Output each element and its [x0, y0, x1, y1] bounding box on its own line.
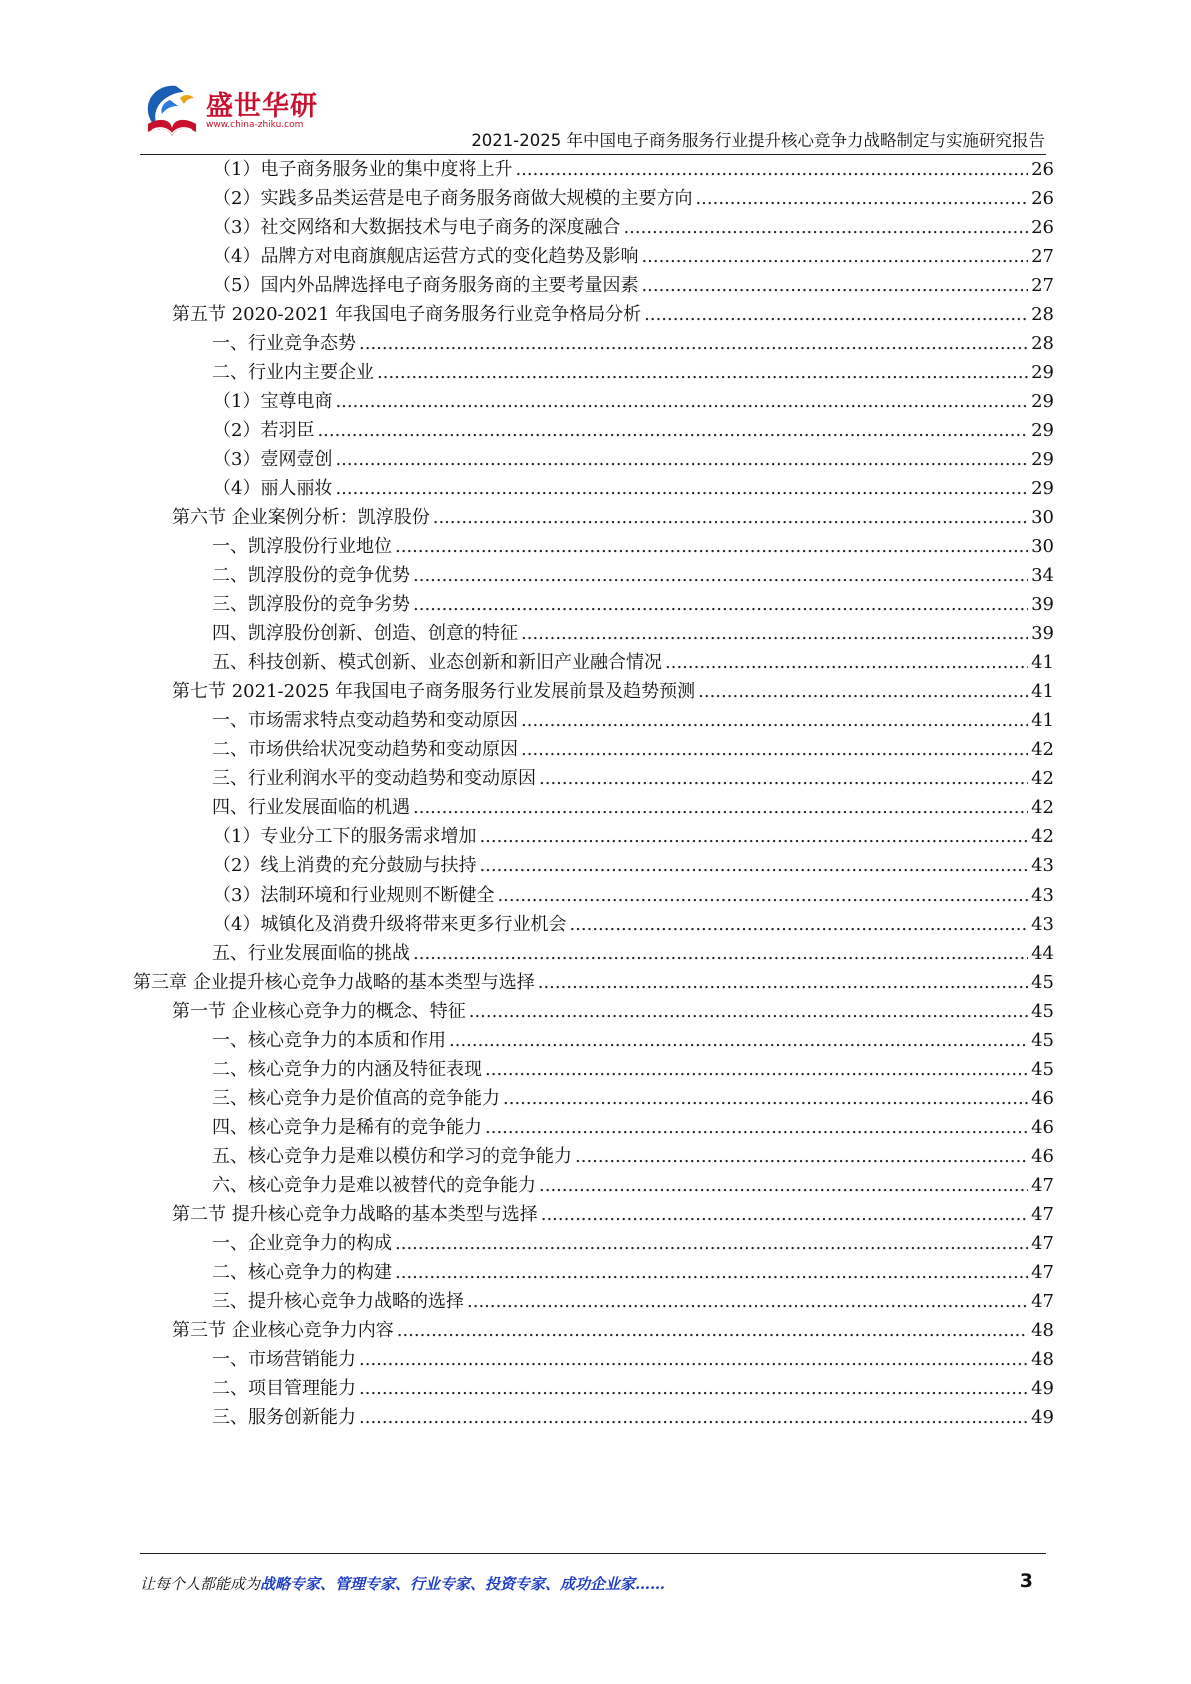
toc-entry-page: 45: [1031, 1058, 1054, 1080]
toc-dot-leader: [413, 565, 1028, 587]
toc-entry-page: 29: [1031, 362, 1054, 384]
logo-mark-icon: [140, 80, 204, 144]
toc-entry[interactable]: [213, 440, 1054, 471]
toc-entry-label: 一、企业竞争力的构成: [212, 1232, 392, 1254]
toc-entry-page: 45: [1031, 971, 1054, 993]
toc-entry[interactable]: [212, 527, 1054, 558]
brand-name: 盛世华研: [206, 91, 318, 122]
toc-entry-page: 27: [1031, 246, 1054, 268]
toc-dot-leader: [641, 246, 1028, 268]
footer-slogan-lead: 让每个人都能成为: [140, 1575, 261, 1593]
toc-entry[interactable]: [212, 1137, 1054, 1168]
toc-entry-label: 第七节 2021-2025 年我国电子商务服务行业发展前景及趋势预测: [172, 681, 696, 703]
toc-entry[interactable]: [213, 179, 1054, 210]
toc-entry-label: （4）城镇化及消费升级将带来更多行业机会: [213, 913, 567, 935]
toc-entry-label: 二、核心竞争力的构建: [212, 1261, 392, 1283]
toc-entry-page: 46: [1031, 1145, 1054, 1167]
toc-entry[interactable]: [172, 1195, 1054, 1226]
toc-entry-page: 29: [1031, 449, 1054, 471]
toc-entry-label: 五、核心竞争力是难以模仿和学习的竞争能力: [212, 1145, 572, 1167]
toc-dot-leader: [479, 855, 1028, 877]
toc-entry-page: 46: [1031, 1087, 1054, 1109]
toc-dot-leader: [539, 1175, 1028, 1197]
toc-dot-leader: [449, 1030, 1028, 1052]
toc-entry[interactable]: [213, 876, 1054, 907]
toc-entry-label: （3）法制环境和行业规则不断健全: [213, 884, 495, 906]
toc-entry-page: 43: [1031, 913, 1054, 935]
toc-entry-label: 三、行业利润水平的变动趋势和变动原因: [212, 768, 536, 790]
toc-dot-leader: [623, 217, 1028, 239]
toc-entry-label: （3）社交网络和大数据技术与电子商务的深度融合: [213, 217, 621, 239]
toc-dot-leader: [317, 420, 1028, 442]
toc-entry-label: 二、项目管理能力: [212, 1377, 356, 1399]
toc-entry-page: 45: [1031, 1029, 1054, 1051]
toc-entry-label: 一、凯淳股份行业地位: [212, 536, 392, 558]
toc-entry-label: （2）实践多品类运营是电子商务服务商做大规模的主要方向: [213, 188, 693, 210]
toc-entry[interactable]: [212, 1108, 1054, 1139]
toc-entry[interactable]: [212, 1253, 1054, 1284]
toc-dot-leader: [467, 1291, 1028, 1313]
toc-dot-leader: [698, 681, 1028, 703]
toc-dot-leader: [397, 1320, 1028, 1342]
toc-entry-page: 43: [1031, 855, 1054, 877]
toc-entry-page: 47: [1031, 1203, 1054, 1225]
toc-dot-leader: [485, 1059, 1028, 1081]
toc-entry-page: 39: [1031, 623, 1054, 645]
toc-entry[interactable]: [212, 1282, 1054, 1313]
toc-entry-label: 一、市场营销能力: [212, 1348, 356, 1370]
toc-entry[interactable]: [172, 992, 1054, 1023]
toc-dot-leader: [569, 914, 1028, 936]
toc-entry[interactable]: [212, 1340, 1054, 1371]
toc-dot-leader: [377, 362, 1028, 384]
toc-entry-label: 五、科技创新、模式创新、业态创新和新旧产业融合情况: [212, 652, 662, 674]
toc-entry-page: 45: [1031, 1000, 1054, 1022]
toc-entry-label: 四、行业发展面临的机遇: [212, 797, 410, 819]
toc-entry-page: 34: [1031, 565, 1054, 587]
toc-entry-label: （1）专业分工下的服务需求增加: [213, 826, 477, 848]
toc-entry-label: 第三章 企业提升核心竞争力战略的基本类型与选择: [133, 971, 535, 993]
toc-dot-leader: [413, 943, 1028, 965]
toc-dot-leader: [575, 1146, 1028, 1168]
toc-entry-page: 41: [1031, 652, 1054, 674]
toc-entry-page: 42: [1031, 768, 1054, 790]
toc-entry[interactable]: [213, 905, 1054, 936]
toc-entry-label: （4）品牌方对电商旗舰店运营方式的变化趋势及影响: [213, 246, 639, 268]
toc-dot-leader: [539, 768, 1028, 790]
toc-entry-label: 三、服务创新能力: [212, 1406, 356, 1428]
toc-dot-leader: [485, 1117, 1028, 1139]
toc-entry-label: 一、市场需求特点变动趋势和变动原因: [212, 710, 518, 732]
toc-entry[interactable]: [213, 237, 1054, 268]
toc-entry-page: 42: [1031, 797, 1054, 819]
toc-entry-label: （2）线上消费的充分鼓励与扶持: [213, 855, 477, 877]
toc-dot-leader: [641, 275, 1028, 297]
toc-entry[interactable]: [212, 934, 1054, 965]
toc-entry[interactable]: [213, 411, 1054, 442]
toc-entry-label: 三、凯淳股份的竞争劣势: [212, 594, 410, 616]
toc-entry-page: 46: [1031, 1116, 1054, 1138]
toc-entry[interactable]: [212, 1166, 1054, 1197]
toc-entry[interactable]: [212, 730, 1054, 761]
toc-entry-page: 26: [1031, 159, 1054, 180]
toc-entry[interactable]: [213, 817, 1054, 848]
toc-dot-leader: [359, 1349, 1028, 1371]
toc-dot-leader: [395, 1262, 1028, 1284]
toc-entry[interactable]: [212, 614, 1054, 645]
toc-entry[interactable]: [213, 208, 1054, 239]
toc-entry-label: 四、凯淳股份创新、创造、创意的特征: [212, 623, 518, 645]
toc-entry-label: 三、核心竞争力是价值高的竞争能力: [212, 1087, 500, 1109]
toc-entry-label: 三、提升核心竞争力战略的选择: [212, 1290, 464, 1312]
toc-entry-page: 28: [1031, 333, 1054, 355]
toc-entry-page: 29: [1031, 478, 1054, 500]
toc-dot-leader: [413, 797, 1028, 819]
toc-dot-leader: [521, 623, 1028, 645]
toc-entry-page: 49: [1031, 1406, 1054, 1428]
toc-entry-page: 41: [1031, 681, 1054, 703]
toc-dot-leader: [395, 536, 1028, 558]
toc-entry-label: 第五节 2020-2021 年我国电子商务服务行业竞争格局分析: [172, 304, 642, 326]
toc-entry[interactable]: [212, 324, 1054, 355]
page-number: 3: [1019, 1570, 1033, 1592]
toc-entry-page: 29: [1031, 420, 1054, 442]
toc-entry[interactable]: [212, 701, 1054, 732]
toc-entry[interactable]: [172, 672, 1054, 703]
toc-entry[interactable]: [213, 266, 1054, 297]
toc-dot-leader: [538, 972, 1028, 994]
toc-entry[interactable]: [212, 643, 1054, 674]
toc-dot-leader: [503, 1088, 1028, 1110]
toc-entry-label: 二、核心竞争力的内涵及特征表现: [212, 1058, 482, 1080]
toc-entry[interactable]: [172, 295, 1054, 326]
toc-dot-leader: [665, 652, 1028, 674]
toc-entry[interactable]: [213, 382, 1054, 413]
toc-entry-label: （5）国内外品牌选择电子商务服务商的主要考量因素: [213, 275, 639, 297]
toc-entry[interactable]: [212, 1369, 1054, 1400]
footer-slogan-roles: 战略专家、管理专家、行业专家、投资专家、成功企业家……: [260, 1575, 666, 1593]
toc-dot-leader: [695, 188, 1028, 210]
toc-entry[interactable]: [213, 150, 1054, 181]
toc-entry-page: 47: [1031, 1290, 1054, 1312]
toc-entry-label: （1）宝尊电商: [213, 391, 333, 413]
toc-entry-page: 30: [1031, 536, 1054, 558]
toc-dot-leader: [359, 1407, 1028, 1429]
page-header: [0, 0, 1191, 160]
toc-entry-page: 47: [1031, 1232, 1054, 1254]
toc-entry-page: 44: [1031, 942, 1054, 964]
toc-entry-page: 49: [1031, 1377, 1054, 1399]
toc-dot-leader: [521, 739, 1028, 761]
footer-slogan: [140, 1573, 665, 1594]
toc-dot-leader: [335, 449, 1028, 471]
toc-entry[interactable]: [212, 759, 1054, 790]
toc-dot-leader: [515, 159, 1028, 181]
toc-entry[interactable]: [212, 1050, 1054, 1081]
toc-entry-page: 39: [1031, 594, 1054, 616]
toc-dot-leader: [395, 1233, 1028, 1255]
toc-entry-label: 四、核心竞争力是稀有的竞争能力: [212, 1116, 482, 1138]
toc-entry-page: 28: [1031, 304, 1054, 326]
toc-dot-leader: [413, 594, 1028, 616]
toc-entry-label: 第六节 企业案例分析：凯淳股份: [172, 507, 430, 529]
toc-dot-leader: [497, 885, 1028, 907]
brand-url: www.china-zhiku.com: [206, 120, 304, 130]
toc-entry[interactable]: [213, 469, 1054, 500]
toc-entry-page: 30: [1031, 507, 1054, 529]
toc-dot-leader: [541, 1204, 1028, 1226]
toc-entry-page: 48: [1031, 1319, 1054, 1341]
toc-entry-page: 42: [1031, 826, 1054, 848]
toc-entry-label: 一、核心竞争力的本质和作用: [212, 1029, 446, 1051]
toc-entry[interactable]: [213, 846, 1054, 877]
toc-entry-label: 第三节 企业核心竞争力内容: [172, 1319, 394, 1341]
toc-entry[interactable]: [212, 1021, 1054, 1052]
footer-divider: [140, 1553, 1046, 1554]
toc-entry[interactable]: [172, 1311, 1054, 1342]
toc-dot-leader: [469, 1001, 1028, 1023]
toc-entry-label: （4）丽人丽妆: [213, 478, 333, 500]
toc-entry-page: 48: [1031, 1348, 1054, 1370]
toc-entry-label: 第二节 提升核心竞争力战略的基本类型与选择: [172, 1203, 538, 1225]
toc-entry[interactable]: [212, 585, 1054, 616]
toc-entry-label: （2）若羽臣: [213, 420, 315, 442]
toc-entry-page: 41: [1031, 710, 1054, 732]
company-logo: [140, 80, 318, 148]
report-title: 2021-2025 年中国电子商务服务行业提升核心竞争力战略制定与实施研究报告: [471, 131, 1045, 150]
toc-entry-page: 43: [1031, 884, 1054, 906]
toc-entry-label: 六、核心竞争力是难以被替代的竞争能力: [212, 1174, 536, 1196]
toc-dot-leader: [359, 1378, 1028, 1400]
toc-entry[interactable]: [212, 1224, 1054, 1255]
toc-entry-page: 26: [1031, 188, 1054, 210]
toc-entry-page: 47: [1031, 1261, 1054, 1283]
toc-entry-page: 47: [1031, 1174, 1054, 1196]
toc-entry-page: 42: [1031, 739, 1054, 761]
toc-entry-label: 一、行业竞争态势: [212, 333, 356, 355]
toc-entry-label: 二、凯淳股份的竞争优势: [212, 565, 410, 587]
toc-entry[interactable]: [212, 556, 1054, 587]
toc-entry-page: 27: [1031, 275, 1054, 297]
toc-entry[interactable]: [212, 1079, 1054, 1110]
toc-entry-label: （1）电子商务服务业的集中度将上升: [213, 159, 513, 180]
toc-entry[interactable]: [172, 498, 1054, 529]
toc-entry-label: 二、市场供给状况变动趋势和变动原因: [212, 739, 518, 761]
toc-entry-label: （3）壹网壹创: [213, 449, 333, 471]
toc-entry[interactable]: [212, 788, 1054, 819]
toc-dot-leader: [479, 826, 1028, 848]
toc-entry-label: 第一节 企业核心竞争力的概念、特征: [172, 1000, 466, 1022]
toc-entry[interactable]: [212, 353, 1054, 384]
toc-entry[interactable]: [212, 1398, 1054, 1429]
toc-entry-page: 26: [1031, 217, 1054, 239]
toc-dot-leader: [335, 391, 1028, 413]
toc-entry[interactable]: [133, 963, 1054, 994]
toc-entry-label: 五、行业发展面临的挑战: [212, 942, 410, 964]
toc-dot-leader: [359, 333, 1028, 355]
toc-entry-label: 二、行业内主要企业: [212, 362, 374, 384]
toc-dot-leader: [644, 304, 1028, 326]
toc-dot-leader: [335, 478, 1028, 500]
toc-entry-page: 29: [1031, 391, 1054, 413]
toc-dot-leader: [433, 507, 1028, 529]
toc-dot-leader: [521, 710, 1028, 732]
